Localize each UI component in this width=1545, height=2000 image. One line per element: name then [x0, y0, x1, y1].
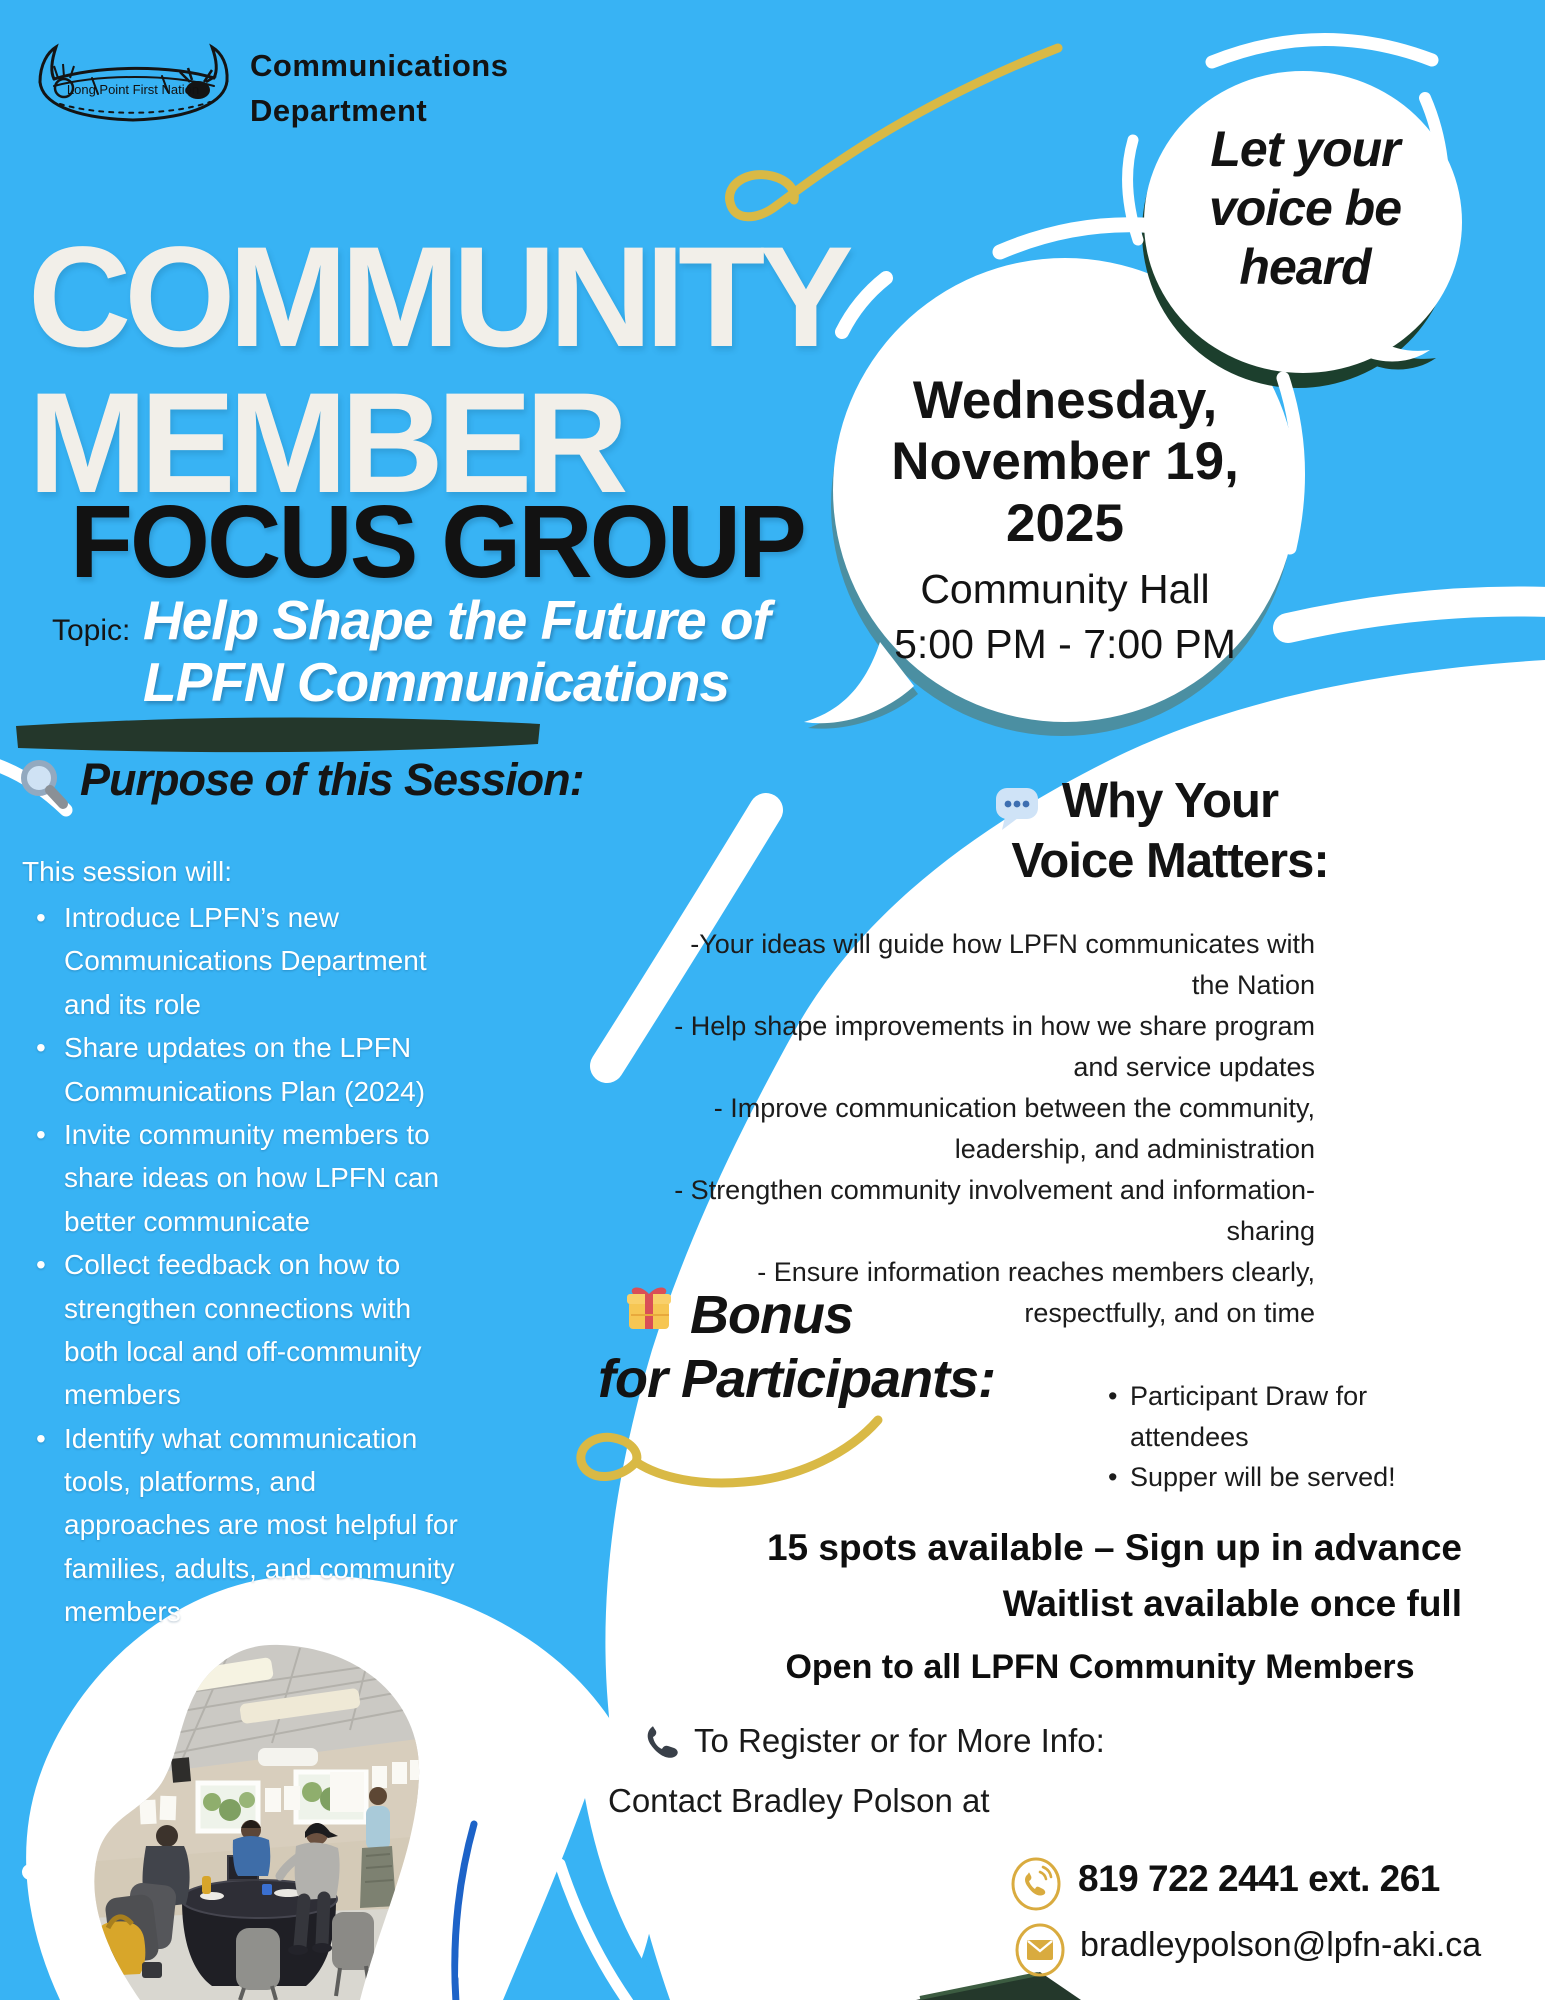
- event-time: 5:00 PM - 7:00 PM: [894, 621, 1236, 668]
- topic-label: Topic:: [52, 614, 131, 647]
- purpose-list: [22, 896, 458, 1634]
- title-line2: MEMBER: [28, 363, 622, 523]
- open-to-all: Open to all LPFN Community Members: [785, 1648, 1415, 1686]
- purpose-item: • Invite community members to share ideas on how LPFN can better communicate: [22, 1113, 458, 1243]
- purpose-intro: This session will:: [22, 856, 233, 887]
- front-chair: [236, 1928, 280, 2000]
- topic-line1: Help Shape the Future of: [143, 589, 770, 651]
- why-item: -Your ideas will guide how LPFN communicates with the Nation: [690, 929, 1315, 1001]
- why-heading-line1: Why Your: [1061, 774, 1279, 828]
- spots-line1: 15 spots available – Sign up in advance: [766, 1527, 1462, 1568]
- contact-person-line: Contact Bradley Polson at: [608, 1782, 990, 1819]
- bonus-heading-line2: for Participants:: [598, 1349, 996, 1409]
- why-voice-heading: [940, 772, 1400, 892]
- event-location: Community Hall: [920, 566, 1210, 613]
- spots-available: [460, 1520, 1462, 1631]
- purpose-item: • Share updates on the LPFN Communications Plan (2024): [22, 1026, 458, 1113]
- purpose-item: • Identify what communication tools, platforms, and approaches are most helpful for families, adults, and community members: [22, 1417, 458, 1634]
- bonus-list: [1100, 1376, 1430, 1498]
- spots-line2: Waitlist available once full: [1002, 1582, 1462, 1624]
- why-heading-line2: Voice Matters:: [1011, 833, 1329, 888]
- why-voice-list: [660, 924, 1315, 1334]
- why-item: - Help shape improvements in how we share program and service updates: [674, 1011, 1315, 1083]
- event-date-line2: November 19, 2025: [891, 432, 1239, 553]
- department-line1: Communications: [250, 48, 509, 83]
- page-title: [28, 218, 847, 523]
- event-bubble-text: [845, 370, 1285, 668]
- topic-line2: LPFN Communications: [143, 650, 730, 713]
- bonus-item: • Participant Draw for attendees: [1100, 1376, 1430, 1457]
- register-info-line: To Register or for More Info:: [694, 1722, 1105, 1759]
- purpose-item: • Collect feedback on how to strengthen connections with both local and off-community members: [22, 1243, 458, 1417]
- email-address: bradleypolson@lpfn-aki.ca: [1080, 1926, 1482, 1964]
- phone-circle-icon: [1010, 1856, 1062, 1912]
- brush-underline: [16, 717, 540, 752]
- logo-text: Long Point First Nation: [66, 82, 200, 97]
- gift-icon: [624, 1282, 674, 1332]
- department-line2: Department: [250, 92, 428, 128]
- envelope-circle-icon: [1014, 1922, 1066, 1978]
- phone-number: 819 722 2441 ext. 261: [1078, 1858, 1440, 1899]
- search-icon: [16, 756, 72, 812]
- voice-line2: voice be: [1208, 180, 1402, 236]
- why-item: - Improve communication between the community, leadership, and administration: [713, 1093, 1315, 1165]
- phone-icon: [644, 1724, 682, 1762]
- topic-heading: [143, 590, 770, 713]
- why-item: - Ensure information reaches members clearly, respectfully, and on time: [757, 1257, 1315, 1329]
- voice-line3: heard: [1239, 239, 1371, 295]
- why-item: - Strengthen community involvement and information-sharing: [674, 1175, 1315, 1247]
- bonus-item: • Supper will be served!: [1100, 1457, 1430, 1498]
- bonus-heading-line1: Bonus: [690, 1285, 853, 1345]
- title-line1: COMMUNITY: [28, 218, 847, 377]
- focus-group-title: FOCUS GROUP: [70, 484, 804, 599]
- voice-line1: Let your: [1210, 121, 1400, 177]
- voice-bubble-text: [1160, 120, 1450, 297]
- event-date-line1: Wednesday,: [912, 371, 1218, 430]
- logo-hitarea: [28, 38, 238, 133]
- purpose-heading: Purpose of this Session:: [80, 754, 584, 805]
- purpose-item: • Introduce LPFN’s new Communications Department and its role: [22, 896, 458, 1026]
- department-title: [250, 44, 508, 134]
